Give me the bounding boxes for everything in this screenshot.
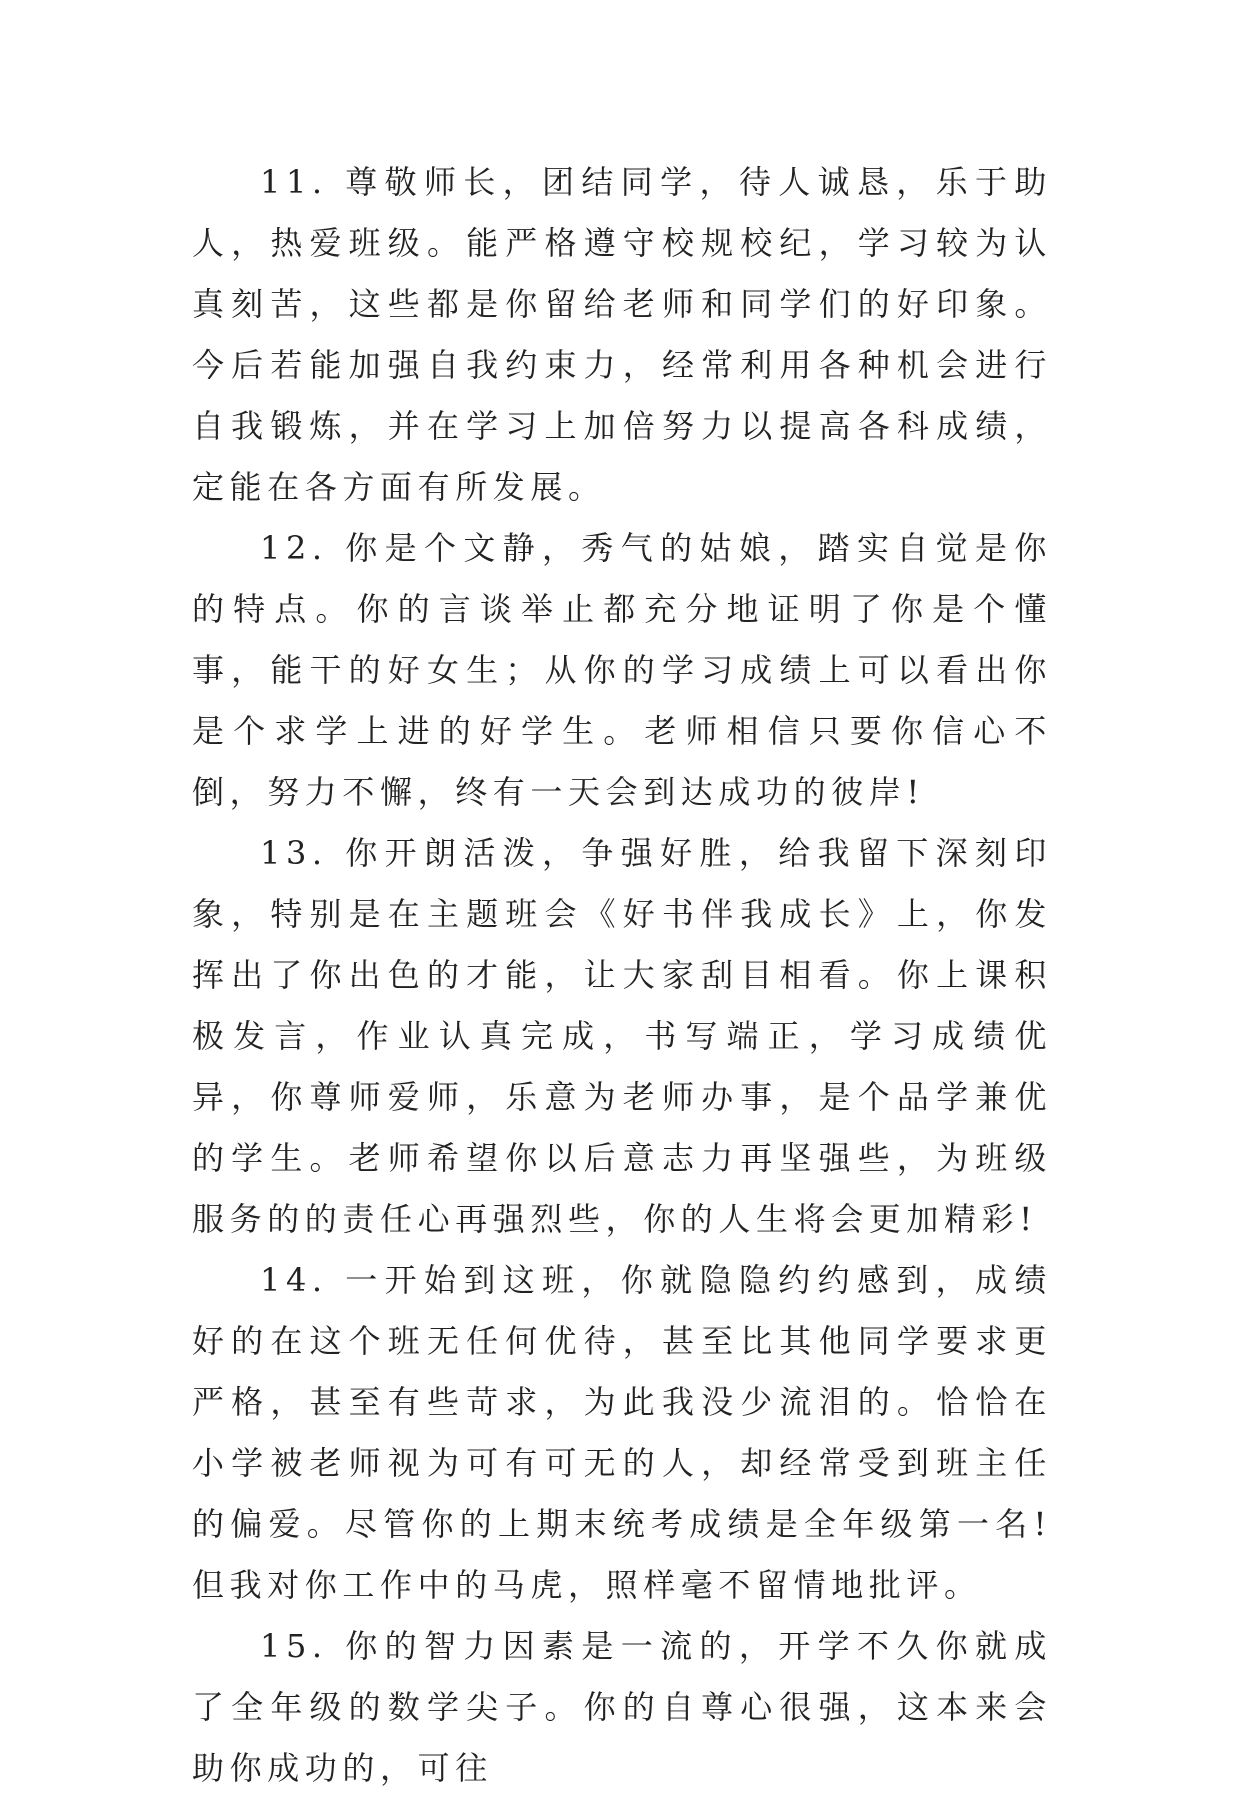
paragraph-12: 12. 你是个文静，秀气的姑娘，踏实自觉是你的特点。你的言谈举止都充分地证明了你是个懂事，能干的好女生；从你的学习成绩上可以看出你是个求学上进的好学生。老师相信只要你信心不倒，努力不懈，终有一天会到达成功的彼岸! — [192, 529, 1052, 811]
paragraph-15: 15. 你的智力因素是一流的，开学不久你就成了全年级的数学尖子。你的自尊心很强，这本来会助你成功的，可往 — [192, 1627, 1052, 1787]
document-body — [192, 152, 1052, 1799]
paragraph-11: 11. 尊敬师长，团结同学，待人诚恳，乐于助人，热爱班级。能严格遵守校规校纪，学习较为认真刻苦，这些都是你留给老师和同学们的好印象。今后若能加强自我约束力，经常利用各种机会进行自我锻炼，并在学习上加倍努力以提高各科成绩，定能在各方面有所发展。 — [192, 163, 1052, 506]
paragraph-14: 14. 一开始到这班，你就隐隐约约感到，成绩好的在这个班无任何优待，甚至比其他同学要求更严格，甚至有些苛求，为此我没少流泪的。恰恰在小学被老师视为可有可无的人，却经常受到班主任的偏爱。尽管你的上期末统考成绩是全年级第一名!但我对你工作中的马虎，照样毫不留情地批评。 — [192, 1261, 1052, 1604]
paragraph-13: 13. 你开朗活泼，争强好胜，给我留下深刻印象，特别是在主题班会《好书伴我成长》上，你发挥出了你出色的才能，让大家刮目相看。你上课积极发言，作业认真完成，书写端正，学习成绩优异，你尊师爱师，乐意为老师办事，是个品学兼优的学生。老师希望你以后意志力再坚强些，为班级服务的的责任心再强烈些，你的人生将会更加精彩! — [192, 834, 1052, 1238]
